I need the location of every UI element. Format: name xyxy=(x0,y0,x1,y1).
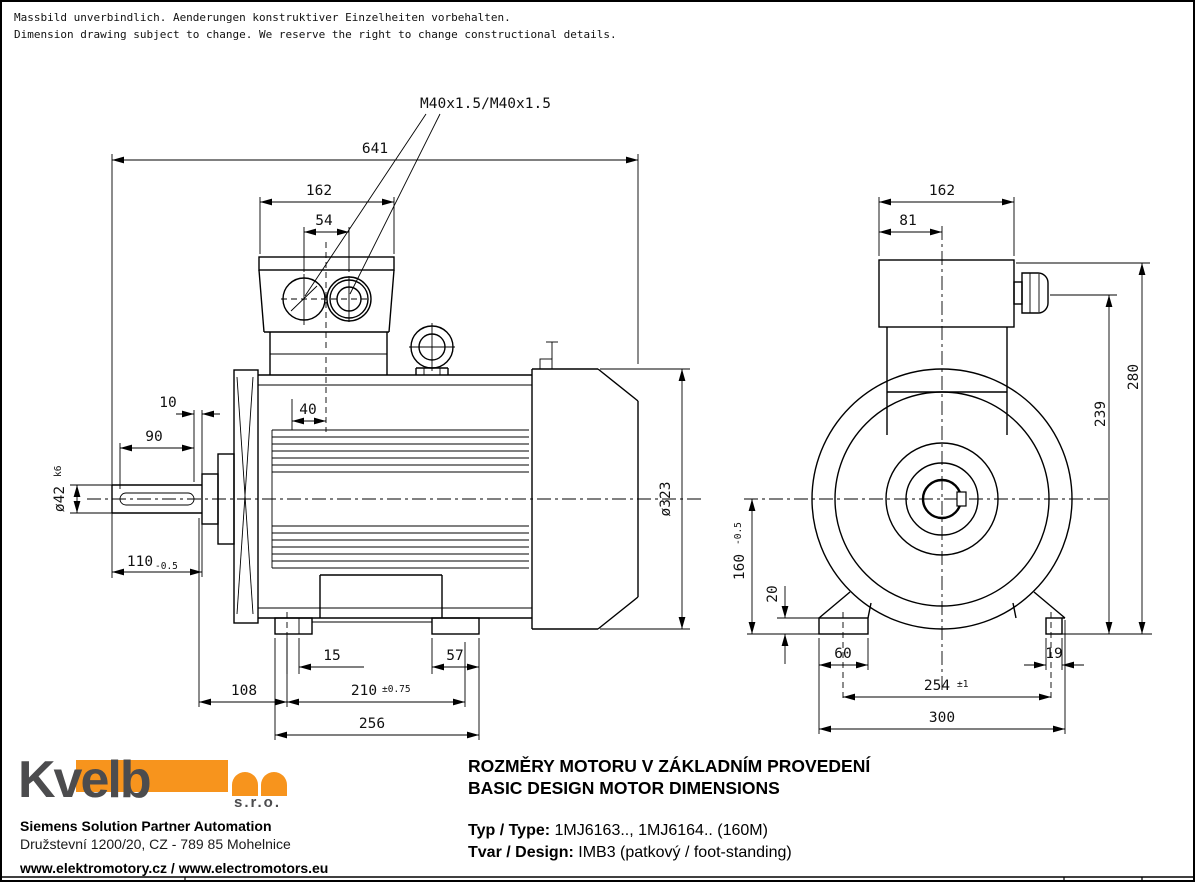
dim-tbox-center: 81 xyxy=(899,213,917,229)
cooling-fins xyxy=(272,399,529,568)
title-block xyxy=(2,750,1195,877)
drawing-title-en: BASIC DESIGN MOTOR DIMENSIONS xyxy=(468,778,780,798)
dim-thread-label: M40x1.5/M40x1.5 xyxy=(420,96,551,112)
dim-height-gland: 239 xyxy=(1093,400,1109,428)
design-label: Tvar / Design: xyxy=(468,844,574,861)
dim-frame-dia: ø323 xyxy=(658,481,674,517)
address-line: Družstevní 1200/20, CZ - 789 85 Mohelnice xyxy=(20,836,291,852)
dim-shaft-height: 160 xyxy=(732,553,748,581)
dim-gland-spacing: 54 xyxy=(315,213,333,229)
dim-overhang: 108 xyxy=(230,683,258,699)
logo-wordmark: Kvelb xyxy=(18,751,150,809)
dim-front-foot-span-tol: ±1 xyxy=(957,679,969,690)
terminal-box-plan xyxy=(259,242,394,350)
dim-front-tbox-width: 162 xyxy=(928,183,956,199)
dim-foot-front: 15 xyxy=(323,648,341,664)
dim-base-width: 300 xyxy=(928,710,956,726)
dim-foot-span-tol: ±0.75 xyxy=(382,684,411,695)
logo-hump-2 xyxy=(261,772,287,796)
type-row xyxy=(468,822,768,840)
dim-fin-offset: 40 xyxy=(299,402,317,418)
dim-shaft-step: 10 xyxy=(159,395,177,411)
dim-tbox-width: 162 xyxy=(305,183,333,199)
dim-foot-pad-rear: 19 xyxy=(1045,646,1063,662)
design-value: IMB3 (patkový / foot-standing) xyxy=(573,844,792,861)
type-label: Typ / Type: xyxy=(468,822,551,839)
type-value: 1MJ6163.., 1MJ6164.. (160M) xyxy=(550,822,768,839)
cable-gland xyxy=(1014,273,1048,313)
dim-base-length: 256 xyxy=(358,716,386,732)
dim-front-foot-span: 254 xyxy=(923,678,951,694)
website-line: www.elektromotory.cz / www.electromotors.eu xyxy=(20,860,329,876)
dim-shaft-length-tol: -0.5 xyxy=(155,561,178,572)
dim-foot-span: 210 xyxy=(350,683,378,699)
logo-suffix: s.r.o. xyxy=(234,794,282,811)
dim-foot-thickness: 20 xyxy=(765,585,781,603)
front-view xyxy=(732,183,1152,734)
partner-line: Siemens Solution Partner Automation xyxy=(20,818,272,834)
design-row xyxy=(468,844,792,862)
dim-shaft-length: 110 xyxy=(126,554,154,570)
disclaimer-line-en: Dimension drawing subject to change. We reserve the right to change constructional details. xyxy=(14,28,617,42)
dim-foot-pad-front: 60 xyxy=(834,646,852,662)
dim-foot-rear: 57 xyxy=(446,648,464,664)
frame-bottom-strip xyxy=(2,877,1195,882)
dim-shaft-dia: ø42 xyxy=(52,485,68,513)
dim-height-total: 280 xyxy=(1126,363,1142,391)
dim-total-length: 641 xyxy=(361,141,389,157)
dim-shaft-height-tol: -0.5 xyxy=(733,522,744,545)
eyebolt xyxy=(409,323,455,375)
logo-hump-1 xyxy=(232,772,258,796)
dim-key-length: 90 xyxy=(145,429,163,445)
drawing-title-cs: ROZMĚRY MOTORU V ZÁKLADNÍM PROVEDENÍ xyxy=(468,756,871,776)
disclaimer-line-de: Massbild unverbindlich. Aenderungen konstruktiver Einzelheiten vorbehalten. xyxy=(14,11,511,24)
kvelb-logo xyxy=(18,751,298,818)
side-view xyxy=(52,96,702,740)
dim-shaft-dia-tol: k6 xyxy=(53,465,64,477)
